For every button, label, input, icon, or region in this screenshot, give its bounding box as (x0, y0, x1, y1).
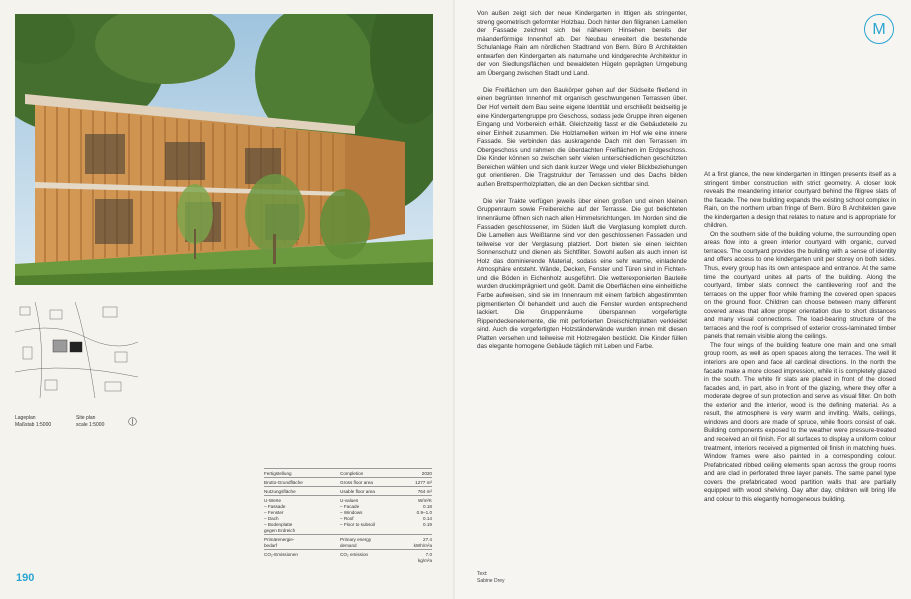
table-cell-value: 1277 m² (415, 480, 432, 485)
section-badge: M (864, 14, 894, 44)
site-plan-caption-de: Lageplan Maßstab 1:5000 (15, 415, 52, 428)
north-arrow-icon (128, 417, 137, 426)
german-paragraph: Die vier Trakte verfügen jeweils über einen großen und einen kleinen Gruppenraum sowie Freibereiche auf der Terrasse. Die gut belichteten Innenräume öffnen sich nach allen Himmelsrichtungen. Im Norden sind die Fassaden geschlossener, im Süden läuft die Verglasung komplett durch. Die Lamellen aus Weißtanne sind vor den geschlossenen Fassaden und teilweise vor der Verglasung platziert. Dort bieten sie einen leichten Sonnenschutz und dienen als Sichtfilter. Sowohl außen als auch innen ist Holz das dominierende Material, sodass eine sehr warme, einladende Atmosphäre entsteht. Wände, Decken, Fenster und Türen sind in Fichten- und die Böden in Eichenholz ausgeführt. Die wetterexponierten Bauteile wurden druckimprägniert und geölt. Damit die Oberflächen eine einheitliche Farbe aufweisen, sind sie im Innenraum mit einem farblich abgestimmten pigmentierten Öl behandelt und auch die Fenster wurden entsprechend lackiert. Die Gruppenräume überspannen vorgefertigte Rippendeckenelemente, die mit perforierten Dreischichtplatten verkleidet sind. Auch die vorgefertigten Holzständerwände wurden innen mit diesen Platten versehen und teilweise mit Holzregalen bestückt. Die Kinder füllen das elegante homogene Gebäude täglich mit Leben und Farbe. (477, 197, 688, 351)
table-cell-de: U-Werte – Fassade – Fenster – Dach – Bodenplatte gegen Erdreich (264, 498, 296, 533)
site-plan-drawing (15, 302, 138, 398)
left-page (0, 0, 455, 599)
table-cell-de: Fertigstellung (264, 471, 292, 476)
table-cell-de: CO₂-Emissionen (264, 552, 298, 557)
german-text-column (477, 10, 687, 360)
page-number: 190 (16, 572, 35, 584)
english-paragraph: On the southern side of the building volume, the surrounding open areas flow into a green interior courtyard with organic, curved terraces. The courtyard provides the building with a sense of identity and offers access to one kindergarten unit per storey on both sides. Thus, every group has its own antespace and entrance. At the same time the courtyard unites all parts of the building. Along the courtyard, timber slats connect the cantilevering roof and the terraces on the upper floor while framing the covered open spaces on the ground floor. Children can choose between many different covered areas that allow proper orientation due to short distances and many visual connections. The load-bearing structure of the terraces and the roof is comprised of exterior cross-laminated timber panels that remain visible along the ceilings. (704, 230, 896, 341)
text-credit: Text: Sabine Drey (477, 571, 505, 584)
english-text-column (704, 171, 896, 504)
table-cell-de: Primärenergie- bedarf (264, 537, 295, 548)
table-cell-de: Brutto-Grundfläche (264, 480, 303, 485)
table-row (264, 549, 432, 564)
table-row (264, 495, 432, 534)
table-cell-value: 27.4 kWh/m²a (413, 537, 432, 548)
table-cell-value: W/m²K 0.18 0.9–1.0 0.14 0.19 (416, 498, 432, 527)
table-cell-de: Nutzungsfläche (264, 489, 296, 494)
german-paragraph: Die Freiflächen um den Baukörper gehen auf der Südseite fließend in einen begrünten Innenhof mit organisch geschwungenen Terrassen über. Der Hof verteilt dem Bau seine eigene Identität und erschließt beidseitig je eine Kindergartengruppe pro Geschoss, sodass jede Gruppe ihren eigenen Eingang und Vorbereich erhält. Gleichzeitig fasst er die Gebäudeteile zu einer Einheit zusammen. Die Holzlamellen wirken im Hof wie eine innere Fassade. Sie verbinden das auskragende Dach mit den Terrassen im Obergeschoss und rahmen die überdachten Freiflächen im Erdgeschoss. Die Kinder können so zwischen sehr vielen unterschiedlichen geschützten Bereichen wählen und sich dank kurzer Wege und vieler Blickbeziehungen gut orientieren. Die Tragstruktur der Terrassen und des Dachs bilden außen Brettsperrholzplatten, die an den Decken sichtbar sind. (477, 86, 687, 188)
table-row (264, 468, 432, 477)
table-cell-en: Gross floor area (340, 480, 373, 485)
german-paragraph: Von außen zeigt sich der neue Kindergarten in Ittigen als stringenter, streng geometrisch geformter Holzbau. Doch hinter den filigranen Lamellen der Fassade zeichnet sich bei näherem Hinsehen bereits der mäanderförmige Innenhof ab. Der Neubau erweitert die bestehende Schulanlage Rain am nördlichen Stadtrand von Bern. Büro B Architekten entwarfen den Kindergarten als naturnahe und kindgerechte Architektur in der von Siedlungsflächen und bewaldeten Hügeln geprägten Umgebung am Übergang zwischen Stadt und Land. (477, 10, 687, 77)
table-cell-value: 764 m² (417, 489, 432, 494)
table-row (264, 486, 432, 495)
project-data-table (264, 468, 432, 564)
english-paragraph: The four wings of the building feature one main and one small group room, as well as open spaces along the terraces. The well lit interiors are open and face all cardinal directions. In the north the facade make a more closed impression, while it is completely glazed in the south. The white fir slats are placed in front of the closed facades and, in part, also in front of the glazing, where they offer a moderate degree of sun protection and serve as visual filter. On both the exterior and the interior, wood is the defining material. As a result, the atmosphere is very warm and inviting. Walls, ceilings, windows and doors are made of spruce, while floors consist of oak. Building components exposed to the weather were pressure-treated and received an oil finish. For all surfaces to display a uniform colour treatment, interiors received a pigmented oil finish in matching hues. Window frames were also painted in a corresponding colour. Prefabricated ribbed ceiling elements span across the group rooms and are clad in perforated three layer panels. The same panel type covers the prefabricated wood partition walls that are partially equipped with wood shelving. Day after day, children will bring life and colour to this elegantly homogeneous building. (704, 341, 896, 503)
table-cell-value: 7.0 kg/m²a (417, 552, 432, 563)
table-cell-en: U-values – Facade – Windows – Roof – Floor to subsoil (340, 498, 375, 527)
table-cell-en: Primary energy demand (340, 537, 372, 548)
table-cell-en: Usable floor area (340, 489, 375, 494)
english-paragraph: At a first glance, the new kindergarten in Ittingen presents itself as a stringent timber construction with strict geometry. A closer look reveals the meandering interior courtyard behind the filigree slats of the facade. The new building expands the existing school complex in Rain, on the northern urban fringe of Bern. Büro B Architekten gave the kindergarten a design that relates to nature and is appropriate for children. (704, 171, 896, 230)
table-cell-en: CO₂ emission (340, 552, 369, 557)
table-row (264, 534, 432, 549)
table-cell-en: Completion (340, 471, 364, 476)
table-cell-value: 2020 (421, 471, 432, 476)
table-row (264, 477, 432, 486)
site-plan-caption-en: Site plan scale 1:5000 (76, 415, 105, 428)
building-photo (15, 14, 433, 285)
